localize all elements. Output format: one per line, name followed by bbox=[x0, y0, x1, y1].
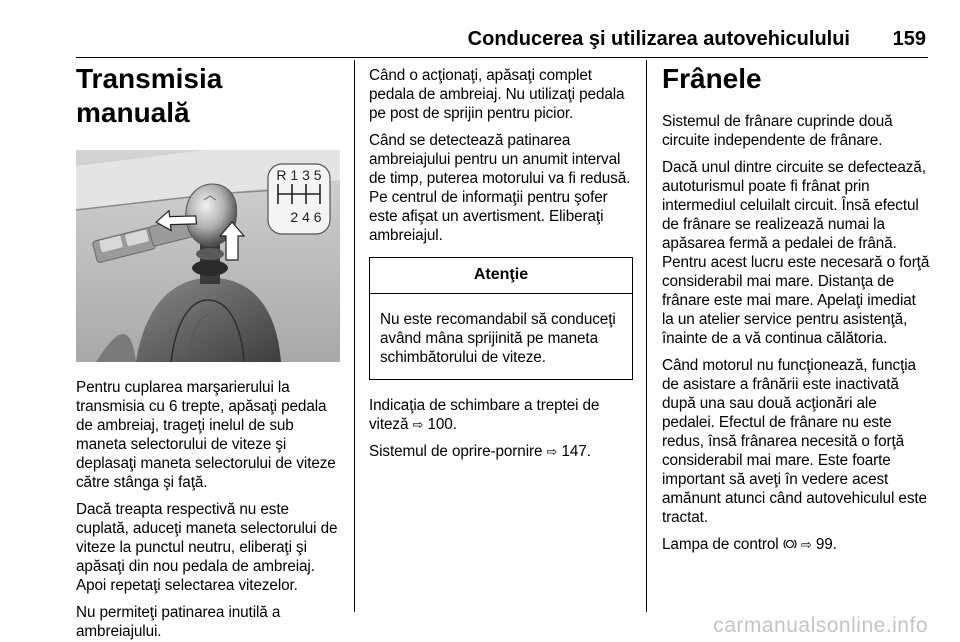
paragraph: Nu permiteţi patinarea inutilă a ambreiajului. bbox=[76, 604, 281, 640]
column-middle bbox=[369, 60, 633, 469]
cross-reference-text: Indicaţia de schimbare a treptei de viteză bbox=[369, 397, 600, 433]
paragraph: Dacă unul dintre circuite se defectează, autoturismul poate fi frânat prin intermediul celuilalt circuit. Însă efectul de frânare se realizează numai la apăsarea fermă a pedalei de frână. Pentru acest lucru este necesară o forţă considerabil mai mare. Distanţa de frânare este mai mare. Apelaţi imediat la un atelier service pentru asistenţă, înainte de a vă continua călătoria. bbox=[662, 159, 930, 347]
chapter-title: Conducerea şi utilizarea autovehiculului bbox=[467, 28, 850, 50]
paragraph: Sistemul de frânare cuprinde două circuite independente de frânare. bbox=[662, 113, 893, 149]
page-ref-arrow-icon: ⇨ bbox=[412, 417, 424, 432]
page-ref-arrow-icon: ⇨ bbox=[546, 444, 558, 459]
watermark: carmanualsonline.info bbox=[713, 614, 928, 637]
cross-reference-page: 100. bbox=[427, 416, 457, 433]
cross-reference bbox=[369, 396, 633, 434]
brake-warning-lamp-icon bbox=[783, 536, 801, 553]
caution-box bbox=[369, 257, 633, 380]
section-title-brakes: Frânele bbox=[662, 63, 762, 94]
cross-reference-page: 147. bbox=[561, 443, 591, 460]
paragraph: Dacă treapta respectivă nu este cuplată, aduceţi maneta selectorului de viteze la punctul neutru, eliberaţi şi apăsaţi din nou pedala de ambreiaj. Apoi repetaţi selectarea vitezelor. bbox=[76, 501, 338, 594]
cross-reference-page: 99. bbox=[815, 536, 837, 553]
caution-heading: Atenţie bbox=[370, 258, 632, 294]
gear-shifter-illustration bbox=[76, 150, 340, 362]
gear-pattern-top: R 1 3 5 bbox=[276, 167, 322, 183]
paragraph: Pentru cuplarea marşarierului la transmisia cu 6 trepte, apăsaţi pedala de ambreiaj, trageţi inelul de sub maneta selectorului de viteze şi deplasaţi maneta selectorului de viteze către stânga şi faţă. bbox=[76, 379, 336, 491]
page-ref-arrow-icon: ⇨ bbox=[800, 537, 812, 552]
cross-reference bbox=[369, 442, 633, 461]
cross-reference-text: Sistemul de oprire-pornire bbox=[369, 443, 543, 460]
gear-pattern-bottom: 2 4 6 bbox=[290, 209, 322, 225]
caution-text: Nu este recomandabil să conduceţi având mâna sprijinită pe maneta schimbătorului de viteze. bbox=[380, 311, 616, 366]
cross-reference-text: Lampa de control bbox=[662, 536, 779, 553]
section-title-manual-transmission: Transmisia manuală bbox=[76, 63, 223, 128]
paragraph: Când o acţionaţi, apăsaţi complet pedala de ambreiaj. Nu utilizaţi pedala pe post de sprijin pentru picior. bbox=[369, 67, 625, 122]
cross-reference bbox=[662, 535, 930, 554]
page-number: 159 bbox=[892, 28, 926, 50]
column-left bbox=[76, 60, 340, 642]
column-divider bbox=[354, 60, 355, 612]
column-right bbox=[662, 60, 930, 562]
paragraph: Când motorul nu funcţionează, funcţia de asistare a frânării este inactivată după una sau două acţionări ale pedalei. Efectul de frânare nu este redus, însă frânarea necesită o forţă considerabil mai mare. Este foarte important să aveţi în vedere acest amănunt atunci când autovehiculul este tractat. bbox=[662, 357, 927, 526]
paragraph: Când se detectează patinarea ambreiajului pentru un anumit interval de timp, puterea motorului va fi redusă. Pe centrul de informaţii pentru şofer este afişat un avertisment. Eliberaţi ambreiajul. bbox=[369, 132, 631, 244]
running-header bbox=[76, 26, 928, 58]
column-divider bbox=[646, 60, 647, 612]
